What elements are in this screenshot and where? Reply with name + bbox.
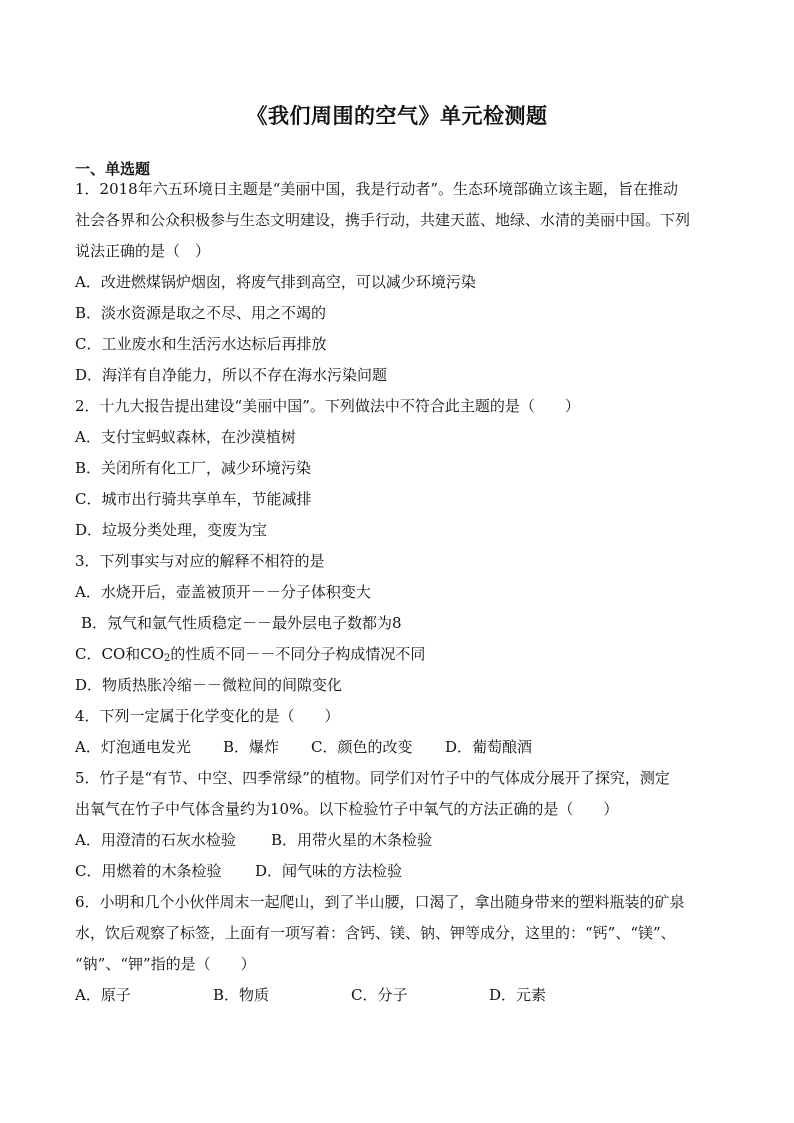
question-6-stem-line-1: 6．小明和几个小伙伴周末一起爬山，到了半山腰，口渴了，拿出随身带来的塑料瓶装的矿泉 <box>75 893 685 911</box>
question-6-stem-line-2: 水，饮后观察了标签，上面有一项写着：含钙、镁、钠、钾等成分，这里的：“钙”、“镁”、 <box>75 924 676 942</box>
question-3 <box>75 546 735 701</box>
question-6-option-d: D．元素 <box>489 986 547 1004</box>
question-6-option-b: B．物质 <box>213 986 270 1004</box>
question-4-options <box>75 732 735 763</box>
question-3-option-b: B．氖气和氩气性质稳定－－最外层电子数都为8 <box>81 614 402 632</box>
question-3-option-c-suffix: 的性质不同－－不同分子构成情况不同 <box>170 645 426 663</box>
question-2-option-a: A．支付宝蚂蚁森林，在沙漠植树 <box>75 428 296 446</box>
question-4-option-c: C．颜色的改变 <box>311 738 413 756</box>
section-heading: 一、单选题 <box>75 160 151 178</box>
question-6-option-c: C．分子 <box>351 986 408 1004</box>
question-2-option-c: C．城市出行骑共享单车，节能减排 <box>75 490 312 508</box>
question-3-option-c-prefix: C．CO和CO <box>75 645 165 663</box>
question-5-option-b: B．用带火星的木条检验 <box>271 831 433 849</box>
question-2-stem: 2．十九大报告提出建设“美丽中国”。下列做法中不符合此主题的是（ ） <box>75 397 580 415</box>
question-1-stem-line-2: 社会各界和公众积极参与生态文明建设，携手行动，共建天蓝、地绿、水清的美丽中国。下列 <box>75 211 691 229</box>
question-1-stem-line-3: 说法正确的是（ ） <box>75 242 211 260</box>
question-4-option-b: B．爆炸 <box>223 738 280 756</box>
question-5-option-d: D．闻气味的方法检验 <box>255 862 403 880</box>
question-4-option-a: A．灯泡通电发光 <box>75 738 191 756</box>
question-3-option-c-subscript: 2 <box>164 653 171 664</box>
question-3-stem: 3．下列事实与对应的解释不相符的是 <box>75 552 325 570</box>
question-1-option-c: C．工业废水和生活污水达标后再排放 <box>75 335 327 353</box>
question-6-options <box>75 980 735 1011</box>
question-4 <box>75 701 735 763</box>
question-6-stem-line-3: “钠”、“钾”指的是（ ） <box>75 955 256 973</box>
question-6-option-a: A．原子 <box>75 986 131 1004</box>
question-1-option-b: B．淡水资源是取之不尽、用之不竭的 <box>75 304 327 322</box>
question-2-option-d: D．垃圾分类处理，变废为宝 <box>75 521 268 539</box>
question-5-options-row-1 <box>75 825 735 856</box>
question-5-stem-line-1: 5．竹子是“有节、中空、四季常绿”的植物。同学们对竹子中的气体成分展开了探究，测定 <box>75 769 670 787</box>
question-1-option-a: A．改进燃煤锅炉烟囱，将废气排到高空，可以减少环境污染 <box>75 273 476 291</box>
question-3-option-d: D．物质热胀冷缩－－微粒间的间隙变化 <box>75 676 343 694</box>
question-1-stem-line-1: 1．2018年六五环境日主题是“美丽中国，我是行动者”。生态环境部确立该主题，旨在推动 <box>75 180 679 198</box>
question-1 <box>75 174 735 391</box>
question-5-option-c: C．用燃着的木条检验 <box>75 862 222 880</box>
question-2 <box>75 391 735 546</box>
document-body <box>75 159 735 1011</box>
question-5-options-row-2 <box>75 856 735 887</box>
question-3-option-c <box>75 639 735 670</box>
question-3-option-a: A．水烧开后，壶盖被顶开－－分子体积变大 <box>75 583 371 601</box>
question-5 <box>75 763 735 887</box>
question-1-option-d: D．海洋有自净能力，所以不存在海水污染问题 <box>75 366 388 384</box>
question-5-stem-line-2: 出氧气在竹子中气体含量约为10%。以下检验竹子中氧气的方法正确的是（ ） <box>75 800 619 818</box>
question-4-stem: 4．下列一定属于化学变化的是（ ） <box>75 707 340 725</box>
question-2-option-b: B．关闭所有化工厂，减少环境污染 <box>75 459 312 477</box>
question-4-option-d: D．葡萄酿酒 <box>445 738 533 756</box>
question-5-option-a: A．用澄清的石灰水检验 <box>75 831 236 849</box>
question-6 <box>75 887 735 1011</box>
document-title: 《我们周围的空气》单元检测题 <box>246 103 548 128</box>
